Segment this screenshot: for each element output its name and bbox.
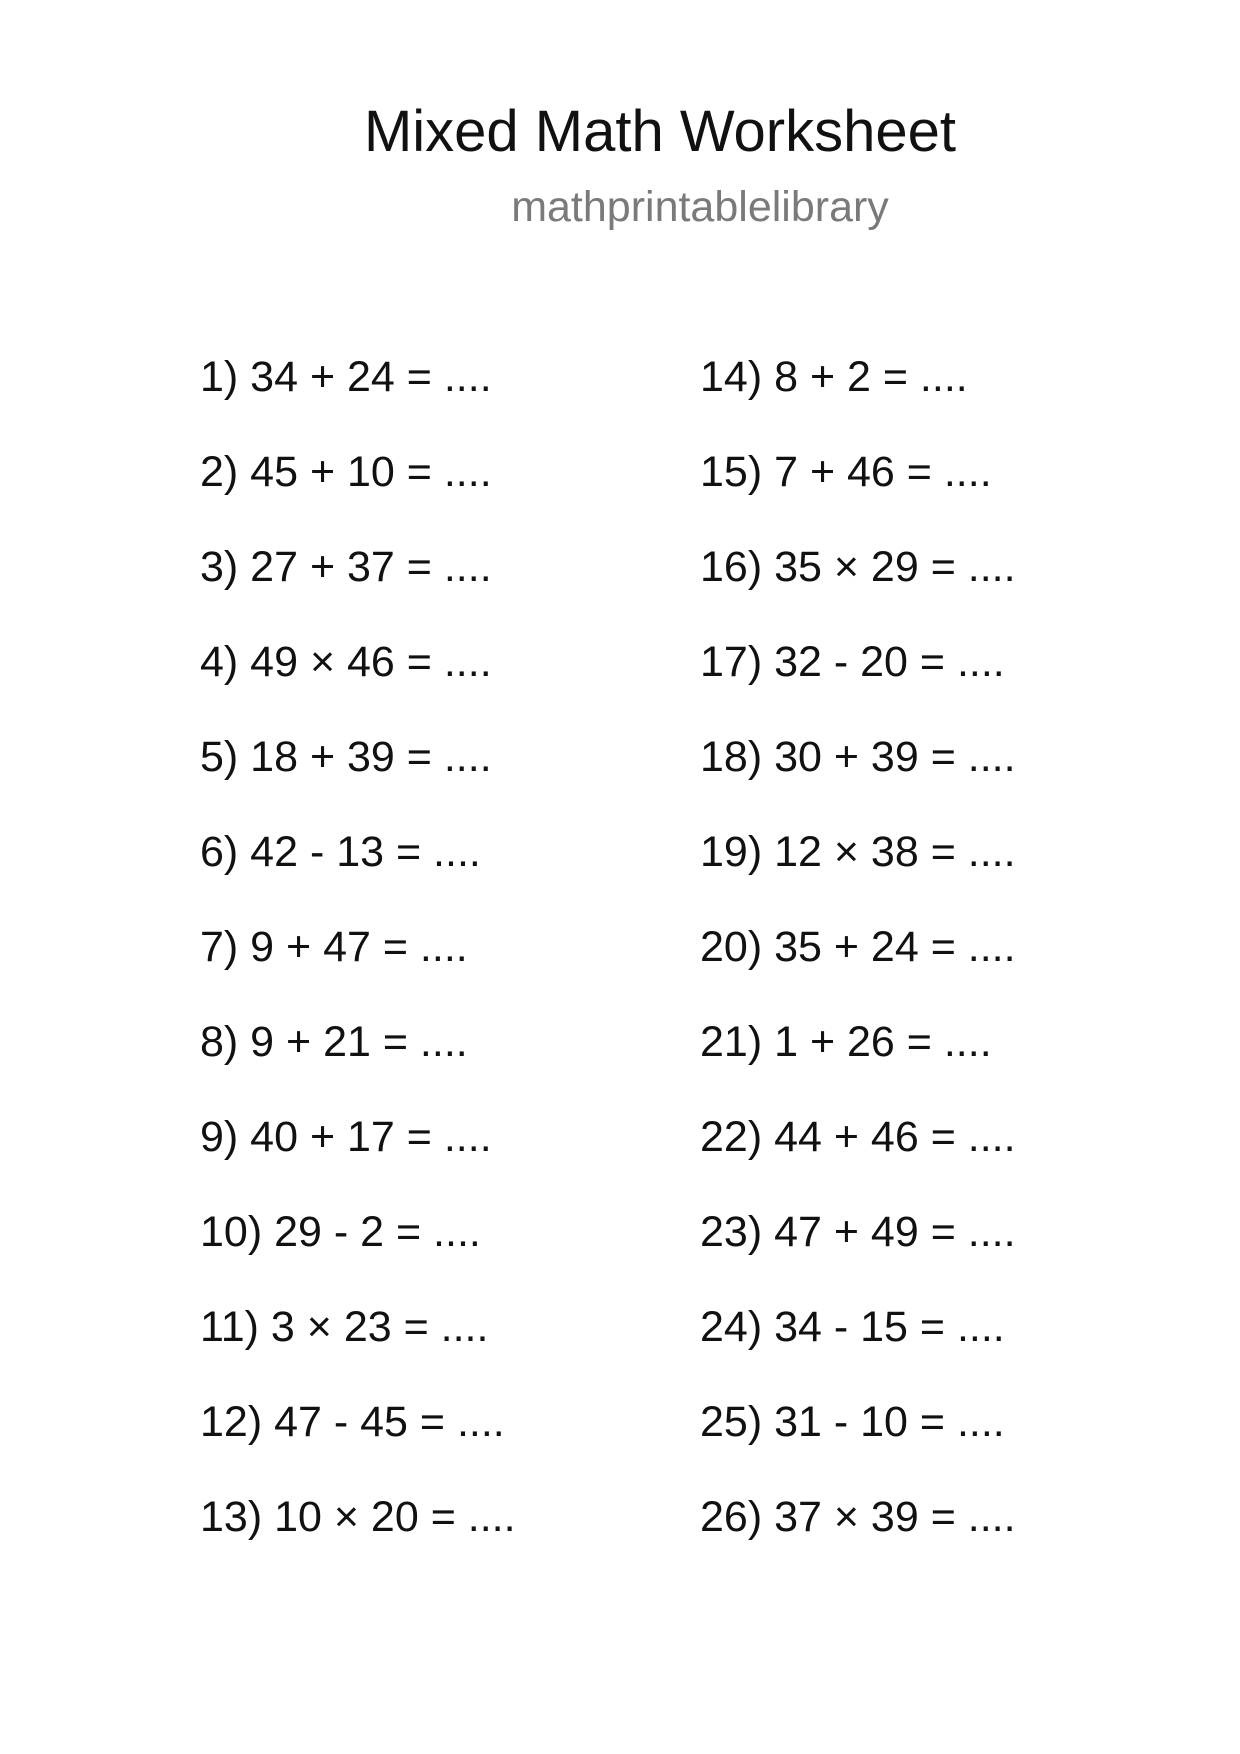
problem-item: 7) 9 + 47 = ....: [200, 923, 468, 971]
problem-item: 25) 31 - 10 = ....: [700, 1398, 1005, 1446]
problem-item: 17) 32 - 20 = ....: [700, 638, 1005, 686]
problem-item: 14) 8 + 2 = ....: [700, 353, 968, 401]
page-subtitle: mathprintablelibrary: [511, 183, 889, 231]
problem-item: 24) 34 - 15 = ....: [700, 1303, 1005, 1351]
problem-item: 11) 3 × 23 = ....: [200, 1303, 489, 1351]
problem-item: 8) 9 + 21 = ....: [200, 1018, 468, 1066]
problem-item: 23) 47 + 49 = ....: [700, 1208, 1016, 1256]
problem-item: 6) 42 - 13 = ....: [200, 828, 481, 876]
problem-item: 1) 34 + 24 = ....: [200, 353, 492, 401]
problem-item: 3) 27 + 37 = ....: [200, 543, 492, 591]
problems-left-column: [200, 345, 516, 1580]
page-title: Mixed Math Worksheet: [363, 99, 957, 164]
problem-item: 18) 30 + 39 = ....: [700, 733, 1016, 781]
problem-item: 22) 44 + 46 = ....: [700, 1113, 1016, 1161]
problem-item: 19) 12 × 38 = ....: [700, 828, 1016, 876]
problem-item: 21) 1 + 26 = ....: [700, 1018, 992, 1066]
problem-item: 26) 37 × 39 = ....: [700, 1493, 1016, 1541]
problems-right-column: [700, 345, 1016, 1580]
problem-item: 5) 18 + 39 = ....: [200, 733, 492, 781]
problem-item: 12) 47 - 45 = ....: [200, 1398, 505, 1446]
problem-item: 4) 49 × 46 = ....: [200, 638, 492, 686]
problem-item: 2) 45 + 10 = ....: [200, 448, 492, 496]
problem-item: 10) 29 - 2 = ....: [200, 1208, 481, 1256]
problem-item: 20) 35 + 24 = ....: [700, 923, 1016, 971]
problem-item: 9) 40 + 17 = ....: [200, 1113, 492, 1161]
problem-item: 16) 35 × 29 = ....: [700, 543, 1016, 591]
problem-item: 13) 10 × 20 = ....: [200, 1493, 516, 1541]
problem-item: 15) 7 + 46 = ....: [700, 448, 992, 496]
